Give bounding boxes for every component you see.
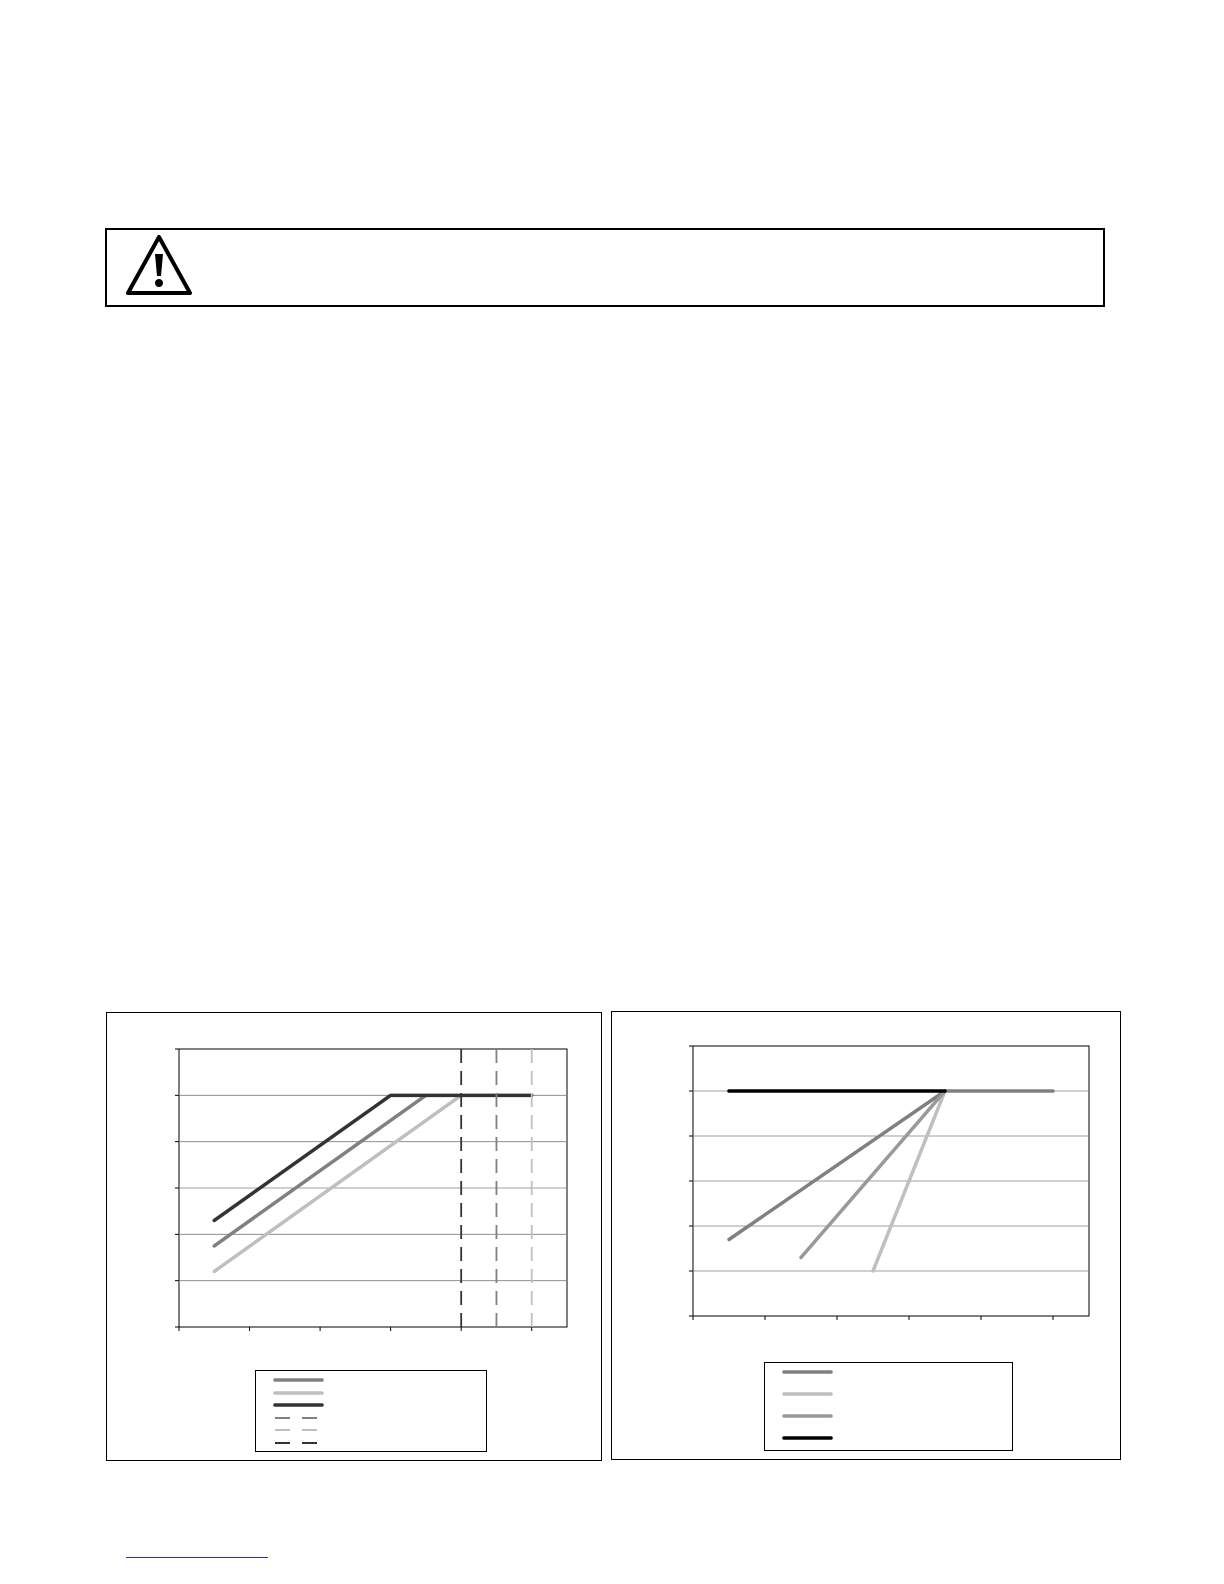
chart-left-plot — [107, 1013, 603, 1363]
chart-right-legend — [764, 1362, 1013, 1451]
chart-left-series-2 — [214, 1095, 461, 1271]
chart-left-legend-item — [272, 1436, 472, 1450]
footer-link-underline[interactable] — [126, 1557, 268, 1558]
warning-box — [105, 228, 1105, 307]
chart-panel-left — [106, 1012, 602, 1461]
chart-left-legend — [255, 1370, 487, 1452]
chart-panel-right — [611, 1011, 1121, 1460]
chart-right-legend-item — [781, 1409, 981, 1423]
chart-right-legend-item — [781, 1365, 981, 1379]
chart-right-legend-item — [781, 1387, 981, 1401]
chart-right-legend-item — [781, 1431, 981, 1445]
warning-triangle-icon — [125, 234, 193, 296]
chart-right-series-1 — [729, 1091, 1053, 1240]
chart-right-plot — [612, 1012, 1122, 1362]
chart-left-series-1 — [214, 1095, 426, 1246]
